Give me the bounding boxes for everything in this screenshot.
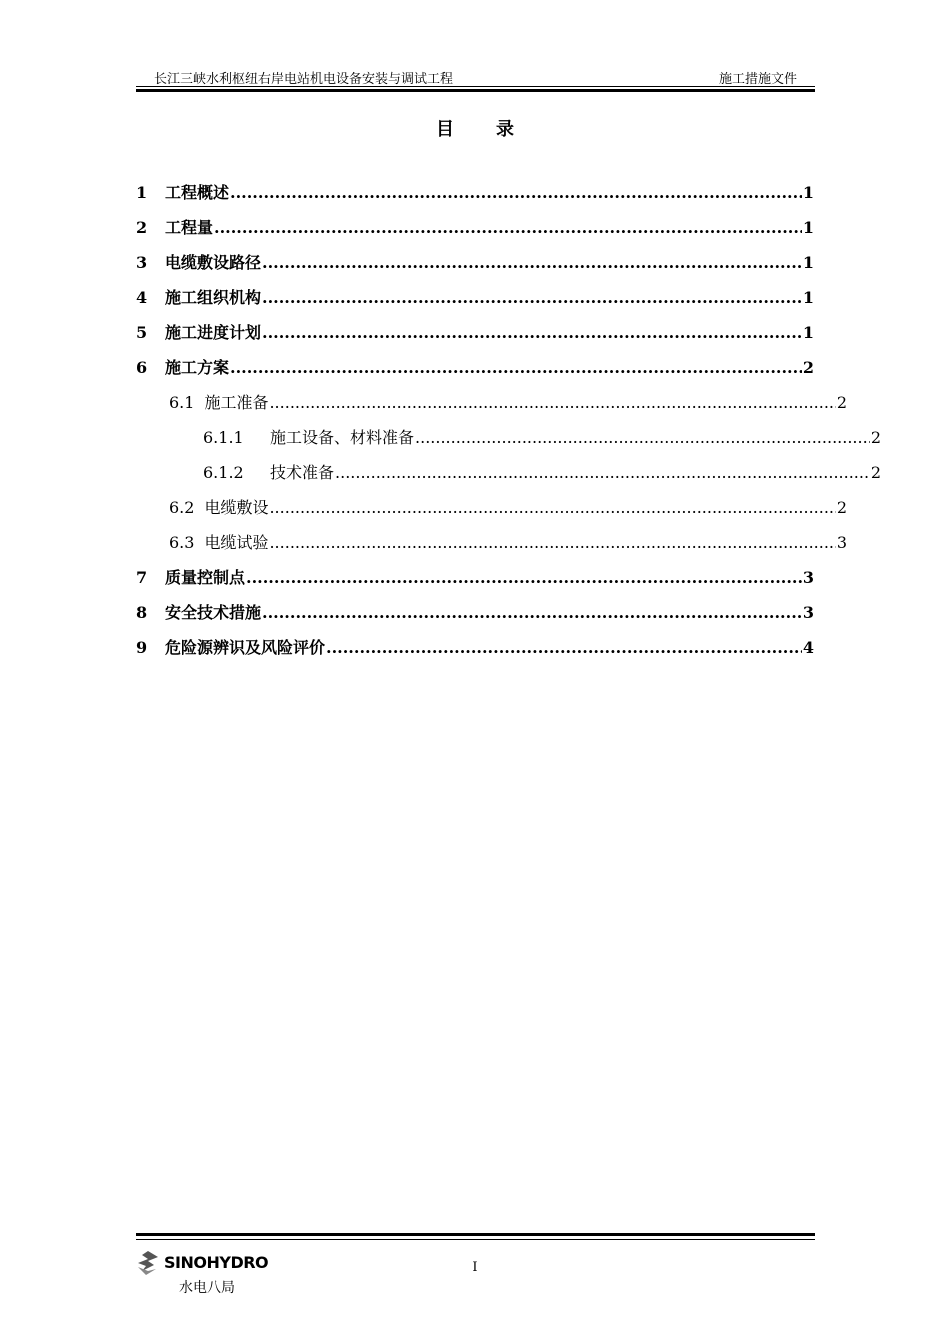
toc-dot-leader	[269, 393, 835, 412]
toc-entry-title: 工程量	[165, 218, 214, 237]
toc-entry-number: 6	[136, 358, 148, 377]
toc-entry[interactable]	[136, 421, 881, 456]
toc-dot-leader	[246, 568, 802, 587]
toc-title	[0, 115, 950, 141]
toc-dot-leader	[214, 218, 802, 237]
toc-entry[interactable]	[136, 316, 814, 351]
toc-entry-page: 3	[836, 533, 847, 552]
toc-entry-title: 质量控制点	[165, 568, 246, 587]
toc-entry[interactable]	[136, 281, 814, 316]
toc-dot-leader	[262, 603, 802, 622]
toc-entry-page: 1	[802, 218, 814, 237]
toc-entry-page: 1	[802, 183, 814, 202]
toc-entry-title: 电缆敷设路径	[165, 253, 262, 272]
toc-entry-page: 3	[802, 568, 814, 587]
toc-entry-number: 4	[136, 288, 148, 307]
toc-entry-page: 3	[802, 603, 814, 622]
toc-entry-page: 2	[836, 393, 847, 412]
toc-entry-number: 2	[136, 218, 148, 237]
toc-entry-number: 5	[136, 323, 148, 342]
toc-title-char-2: 录	[496, 119, 514, 140]
toc-entry-page: 2	[836, 498, 847, 517]
toc-dot-leader	[415, 428, 870, 447]
toc-entry-page: 2	[802, 358, 814, 377]
toc-entry-number: 6.2	[169, 498, 195, 517]
toc-dot-leader	[230, 358, 802, 377]
toc-entry[interactable]	[136, 386, 847, 421]
toc-entry-number: 6.3	[169, 533, 195, 552]
toc-entry[interactable]	[136, 351, 814, 386]
header-doc-type: 施工措施文件	[718, 72, 797, 87]
toc-dot-leader	[262, 323, 802, 342]
toc-entry-title: 施工进度计划	[165, 323, 262, 342]
toc-dot-leader	[230, 183, 802, 202]
toc-entry-number: 9	[136, 638, 148, 657]
page-header	[136, 66, 815, 92]
toc-entry[interactable]	[136, 561, 814, 596]
toc-entry[interactable]	[136, 596, 814, 631]
toc-entry-number: 6.1.2	[203, 463, 244, 482]
header-project-title: 长江三峡水利枢纽右岸电站机电设备安装与调试工程	[154, 72, 454, 87]
toc-entry-number: 3	[136, 253, 148, 272]
toc-dot-leader	[326, 638, 802, 657]
toc-dot-leader	[269, 533, 835, 552]
toc-entry[interactable]	[136, 456, 881, 491]
toc-entry-title: 技术准备	[270, 463, 335, 482]
logo-text: SINOHYDRO	[164, 1253, 269, 1272]
toc-entry-title: 施工设备、材料准备	[270, 428, 415, 447]
footer-rule	[136, 1233, 815, 1240]
toc-entry[interactable]	[136, 211, 814, 246]
toc-entry-title: 施工组织机构	[165, 288, 262, 307]
toc-dot-leader	[335, 463, 870, 482]
table-of-contents	[136, 176, 881, 666]
toc-title-char-1: 目	[436, 119, 454, 140]
toc-entry-page: 1	[802, 288, 814, 307]
toc-entry[interactable]	[136, 176, 814, 211]
toc-entry-title: 电缆试验	[204, 533, 269, 552]
toc-entry-page: 2	[870, 463, 881, 482]
toc-entry-title: 施工方案	[165, 358, 230, 377]
toc-entry-page: 2	[870, 428, 881, 447]
toc-entry-title: 安全技术措施	[165, 603, 262, 622]
toc-entry-title: 电缆敷设	[204, 498, 269, 517]
toc-entry[interactable]	[136, 526, 847, 561]
page-number: I	[472, 1260, 478, 1275]
toc-entry-title: 施工准备	[204, 393, 269, 412]
toc-dot-leader	[262, 288, 802, 307]
toc-entry[interactable]	[136, 631, 814, 666]
toc-entry-title: 工程概述	[165, 183, 230, 202]
toc-entry-title: 危险源辨识及风险评价	[165, 638, 326, 657]
toc-entry-number: 6.1.1	[203, 428, 244, 447]
toc-entry[interactable]	[136, 246, 814, 281]
toc-entry-page: 4	[802, 638, 814, 657]
toc-dot-leader	[262, 253, 802, 272]
logo-subtitle: 水电八局	[179, 1280, 235, 1296]
toc-entry-number: 1	[136, 183, 148, 202]
toc-entry-page: 1	[802, 253, 814, 272]
toc-entry-number: 7	[136, 568, 148, 587]
header-rule	[136, 86, 815, 92]
toc-entry-number: 8	[136, 603, 148, 622]
toc-entry-number: 6.1	[169, 393, 195, 412]
toc-dot-leader	[269, 498, 835, 517]
toc-entry-page: 1	[802, 323, 814, 342]
toc-entry[interactable]	[136, 491, 847, 526]
